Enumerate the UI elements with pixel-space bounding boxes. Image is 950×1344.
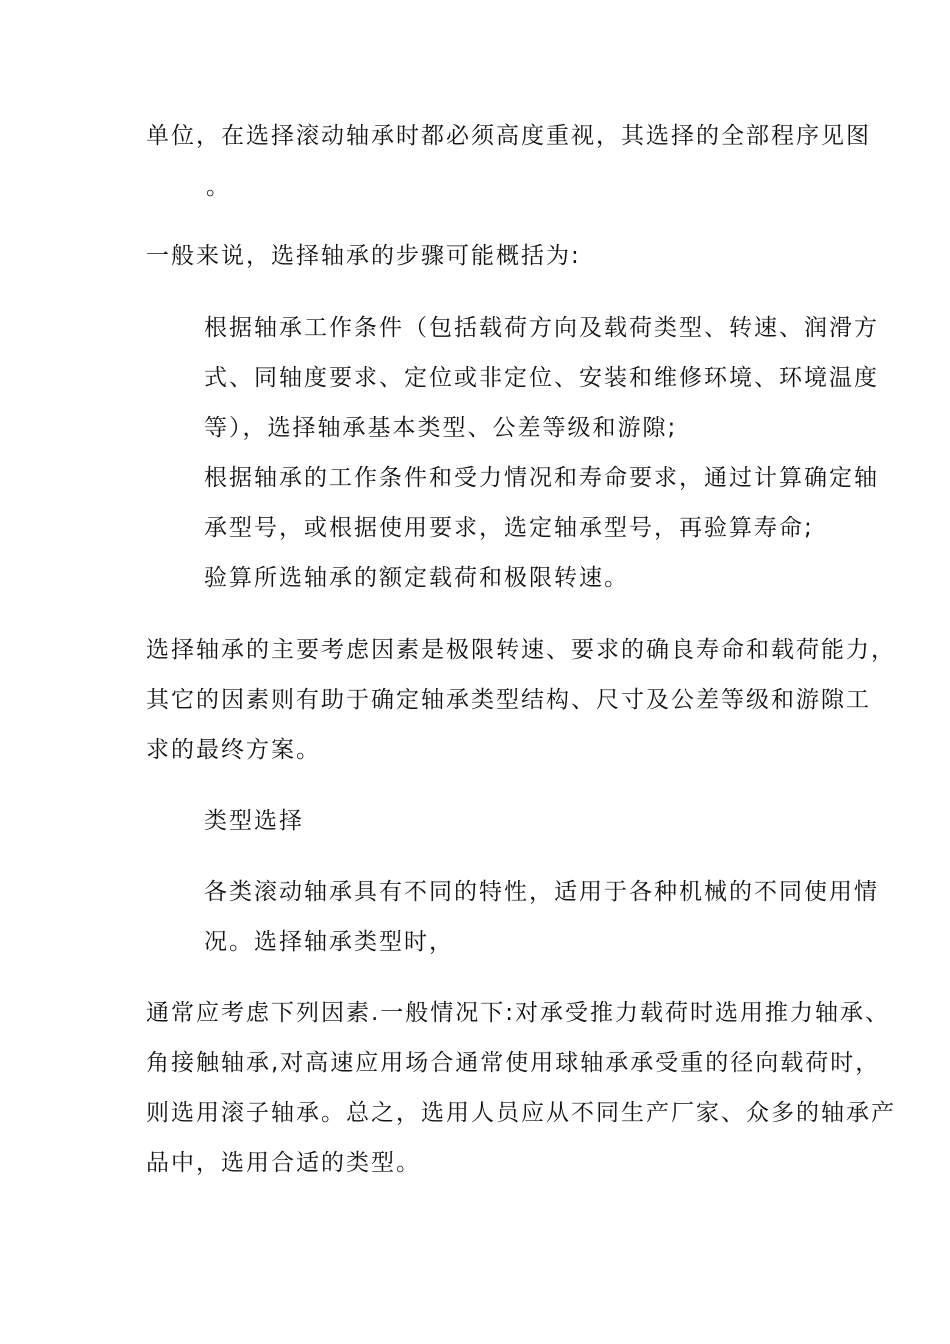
text-line: 角接触轴承,对高速应用场合通常使用球轴承承受重的径向载荷时， bbox=[146, 1050, 881, 1076]
text-line: 品中，选用合适的类型。 bbox=[146, 1150, 421, 1176]
text-line: 。 bbox=[206, 174, 231, 200]
section-heading: 类型选择 bbox=[204, 808, 304, 834]
text-line: 选择轴承的主要考虑因素是极限转速、要求的确良寿命和载荷能力， bbox=[146, 637, 896, 663]
text-line: 验算所选轴承的额定载荷和极限转速。 bbox=[204, 565, 629, 591]
text-line: 各类滚动轴承具有不同的特性，适用于各种机械的不同使用情 bbox=[204, 879, 879, 905]
text-line: 通常应考虑下列因素.一般情况下:对承受推力载荷时选用推力轴承、 bbox=[146, 1000, 891, 1026]
text-line: 况。选择轴承类型时， bbox=[204, 929, 454, 955]
text-line: 其它的因素则有助于确定轴承类型结构、尺寸及公差等级和游隙工 bbox=[146, 687, 871, 713]
text-line: 承型号，或根据使用要求，选定轴承型号，再验算寿命; bbox=[204, 515, 814, 541]
text-line: 则选用滚子轴承。总之，选用人员应从不同生产厂家、众多的轴承产 bbox=[146, 1100, 896, 1126]
text-line: 等），选择轴承基本类型、公差等级和游隙; bbox=[204, 415, 678, 441]
text-line: 根据轴承工作条件（包括载荷方向及载荷类型、转速、润滑方 bbox=[204, 315, 879, 341]
text-line: 一般来说，选择轴承的步骤可能概括为: bbox=[146, 243, 581, 269]
text-line: 求的最终方案。 bbox=[146, 737, 321, 763]
text-line: 式、同轴度要求、定位或非定位、安装和维修环境、环境温度 bbox=[204, 365, 879, 391]
text-line: 单位，在选择滚动轴承时都必须高度重视，其选择的全部程序见图 bbox=[146, 123, 871, 149]
text-line: 根据轴承的工作条件和受力情况和寿命要求，通过计算确定轴 bbox=[204, 465, 879, 491]
